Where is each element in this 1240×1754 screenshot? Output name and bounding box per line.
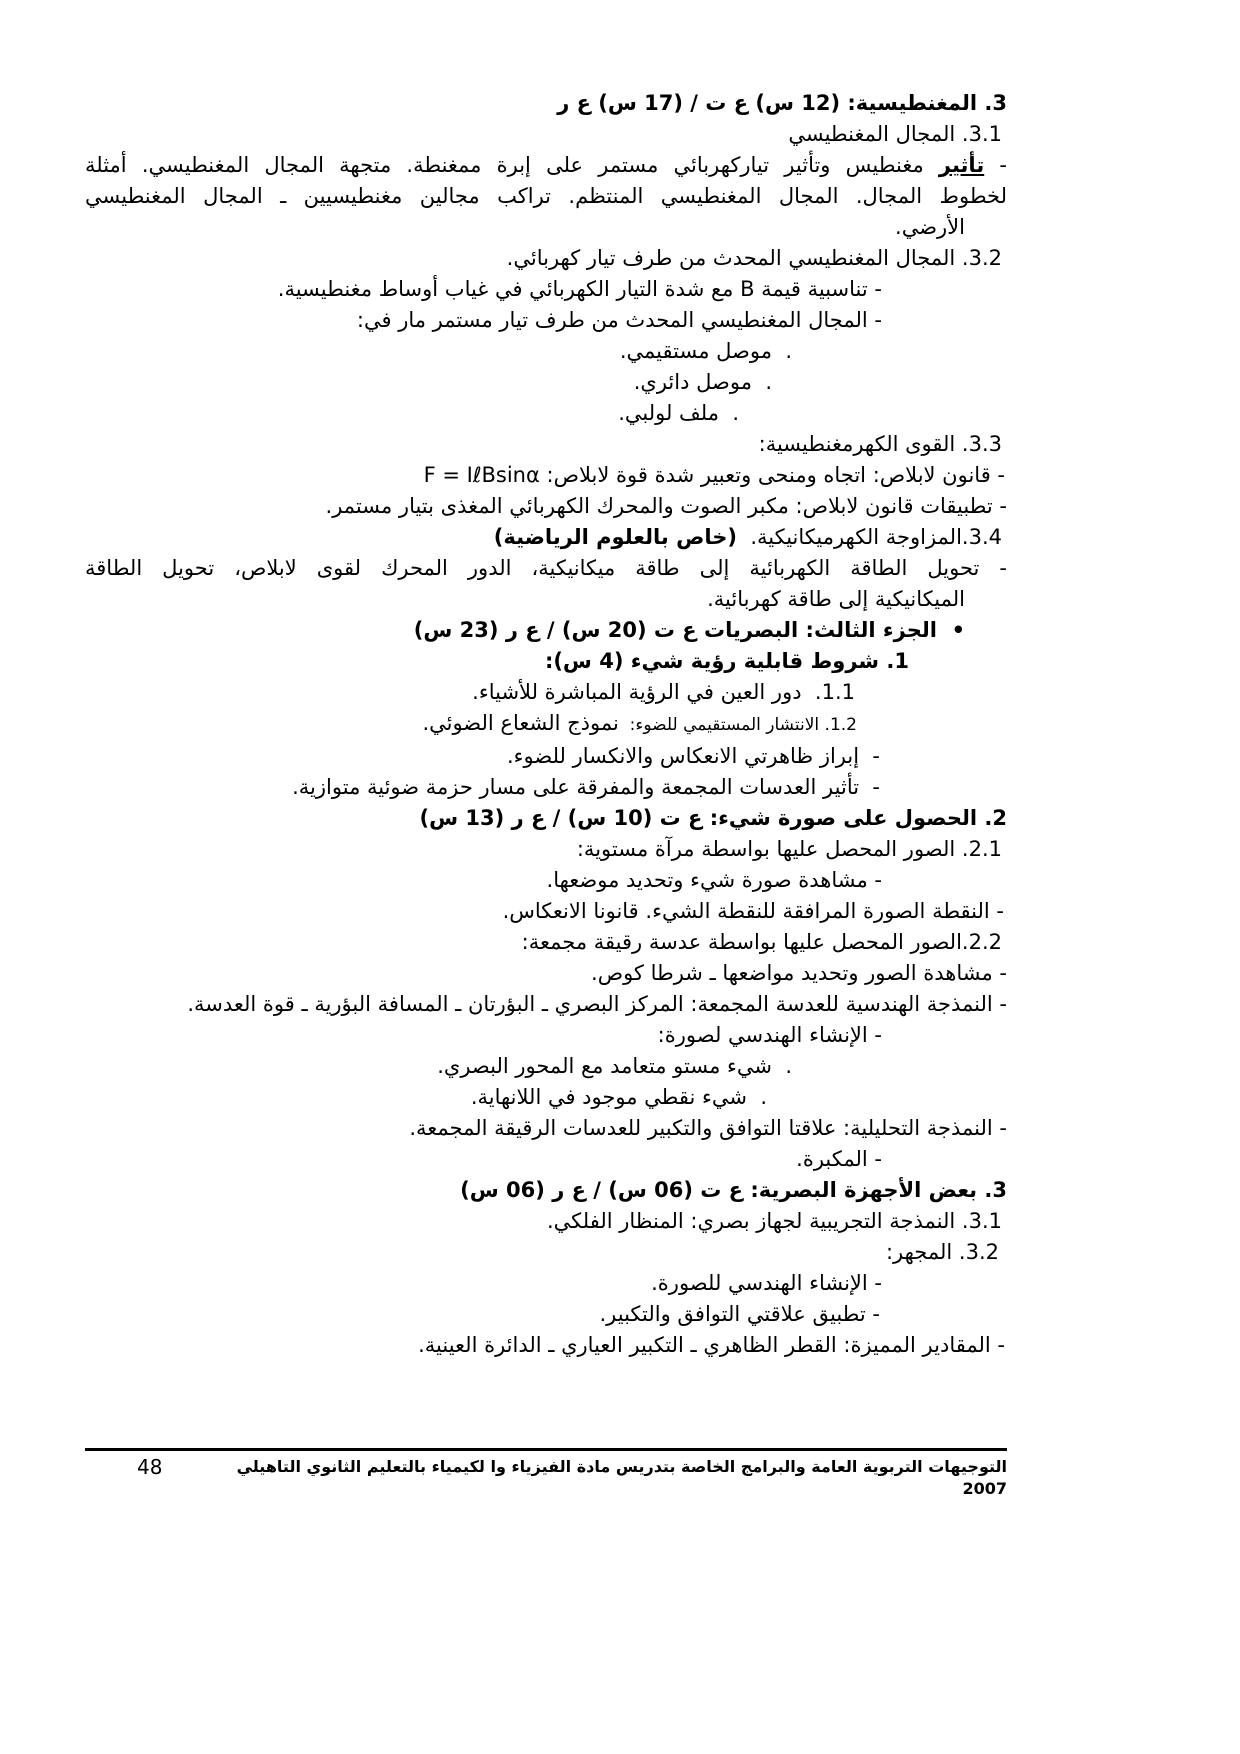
text-run: 3. المغنطيسية: (12 س) ع ت / (17 س) ع ر [557,91,1007,115]
text-run: - تأثير العدسات المجمعة والمفرقة على مسار حزمة ضوئية متوازية. [292,775,880,799]
document-line [85,119,1007,150]
text-run: . موصل مستقيمي. [619,339,792,363]
text-run: تأثير [938,153,985,177]
text-run: مغنطيس وتأثير تياركهربائي مستمر على إبرة ممغنطة. متجهة المجال المغنطيسي. أمثلة [85,153,939,177]
text-run: - إبراز ظاهرتي الانعكاس والانكسار للضوء. [506,744,880,768]
document-line [85,772,1007,803]
text-run: - النقطة الصورة المرافقة للنقطة الشيء. قانونا الانعكاس. [502,899,1004,923]
text-run: (خاص بالعلوم الرياضية) [493,525,737,549]
document-line [85,212,1007,243]
document-line [85,367,1007,398]
text-run: الميكانيكية إلى طاقة كهربائية. [707,587,965,611]
text-run: 3.2. المجال المغنطيسي المحدث من طرف تيار كهربائي. [506,246,1002,270]
document-line [85,615,1007,646]
text-run: 2. الحصول على صورة شيء: ع ت (10 س) / ع ر (13 س) [419,806,1007,830]
text-run: - المكبرة. [796,1147,882,1171]
document-line [85,243,1007,274]
text-run: 2.1. الصور المحصل عليها بواسطة مرآة مستوية: [576,837,1002,861]
text-run: - مشاهدة صورة شيء وتحديد موضعها. [546,868,882,892]
document-line [85,1051,1007,1082]
text-run: • الجزء الثالث: البصريات ع ت (20 س) / ع ر (23 س) [413,618,965,642]
document-line [85,491,1007,522]
text-run: لخطوط المجال. المجال المغنطيسي المنتظم. تراكب مجالين مغنطيسيين ـ المجال المغنطيسي [85,184,1007,208]
document-line [85,1237,1007,1268]
document-line [85,1330,1007,1361]
document-line [85,1082,1007,1113]
text-run: - قانون لابلاص: اتجاه ومنحى وتعبير شدة قوة لابلاص: F = IℓBsinα [423,463,1005,487]
document-line [85,803,1007,834]
document-line [85,274,1007,305]
page-footer [85,1448,1007,1500]
document-line [85,1175,1007,1206]
document-line [85,1020,1007,1051]
document-line [85,741,1007,772]
document-line [85,1113,1007,1144]
text-run: - الإنشاء الهندسي لصورة: [657,1023,882,1047]
text-run: . ملف لولبي. [618,401,739,425]
text-run: - تحويل الطاقة الكهربائية إلى طاقة ميكانيكية، الدور المحرك لقوى لابلاص، تحويل الطاقة [85,556,1007,580]
text-run: . شيء نقطي موجود في اللانهاية. [470,1085,767,1109]
text-run: - المقادير المميزة: القطر الظاهري ـ التكبير العياري ـ الدائرة العينية. [418,1333,1005,1357]
document-line [85,88,1007,119]
document-line [85,584,1007,615]
document-line [85,677,1007,708]
document-line [85,927,1007,958]
text-run: 3.1. المجال المغنطيسي [788,122,1002,146]
document-line [85,1299,1007,1330]
text-run: 3. بعض الأجهزة البصرية: ع ت (06 س) / ع ر (06 س) [460,1178,1007,1202]
document-line [85,896,1007,927]
text-run: - تطبيق علاقتي التوافق والتكبير. [599,1302,880,1326]
document-line [85,834,1007,865]
text-run: 2.2.الصور المحصل عليها بواسطة عدسة رقيقة مجمعة: [521,930,1002,954]
footer-row [85,1456,1007,1500]
document-line [85,1144,1007,1175]
text-run: - الإنشاء الهندسي للصورة. [651,1271,882,1295]
document-body [85,88,1007,1361]
document-line [85,708,1007,741]
text-run: 1.2. الانتشار المستقيمي للضوء: [618,715,857,735]
document-line [85,1268,1007,1299]
text-run: - مشاهدة الصور وتحديد مواضعها ـ شرطا كوص. [591,961,1007,985]
document-line [85,958,1007,989]
text-run: 3.2. المجهر: [885,1240,999,1264]
text-run: - المجال المغنطيسي المحدث من طرف تيار مستمر مار في: [356,308,882,332]
document-line [85,398,1007,429]
text-run: . شيء مستو متعامد مع المحور البصري. [437,1054,792,1078]
page-number: 48 [137,1455,163,1479]
document-line [85,150,1007,181]
footer-text: التوجيهات التربوية العامة والبرامج الخاصة بتدريس مادة الفيزياء وا لكيمياء بالتعليم الثانوي التاهيلي 2007 [236,1457,1007,1498]
text-run: - النمذجة الهندسية للعدسة المجمعة: المركز البصري ـ البؤرتان ـ المسافة البؤرية ـ قوة العدسة. [187,992,1007,1016]
text-run: 1.1. دور العين في الرؤية المباشرة للأشياء. [472,680,855,704]
document-line [85,336,1007,367]
text-run: 3.3. القوى الكهرمغنطيسية: [758,432,1002,456]
text-run: 3.1. النمذجة التجريبية لجهاز بصري: المنظار الفلكي. [547,1209,1002,1233]
document-line [85,181,1007,212]
text-run: نموذج الشعاع الضوئي. [422,711,619,735]
text-run: 3.4.المزاوجة الكهرميكانيكية. [736,525,1002,549]
document-line [85,989,1007,1020]
text-run: - تطبيقات قانون لابلاص: مكبر الصوت والمحرك الكهربائي المغذى بتيار مستمر. [325,494,1007,518]
text-run: الأرضي. [895,215,965,239]
document-line [85,522,1007,553]
document-line [85,429,1007,460]
document-line [85,1206,1007,1237]
document-line [85,460,1007,491]
document-line [85,305,1007,336]
document-line [85,865,1007,896]
footer-divider [85,1448,1007,1451]
text-run: - تناسبية قيمة B مع شدة التيار الكهربائي في غياب أوساط مغنطيسية. [277,277,882,301]
document-line [85,646,1007,677]
text-run: . موصل دائري. [633,370,772,394]
text-run: - النمذجة التحليلية: علاقتا التوافق والتكبير للعدسات الرقيقة المجمعة. [409,1116,1007,1140]
text-run: - [984,153,1007,177]
text-run: 1. شروط قابلية رؤية شيء (4 س): [544,649,909,673]
document-line [85,553,1007,584]
